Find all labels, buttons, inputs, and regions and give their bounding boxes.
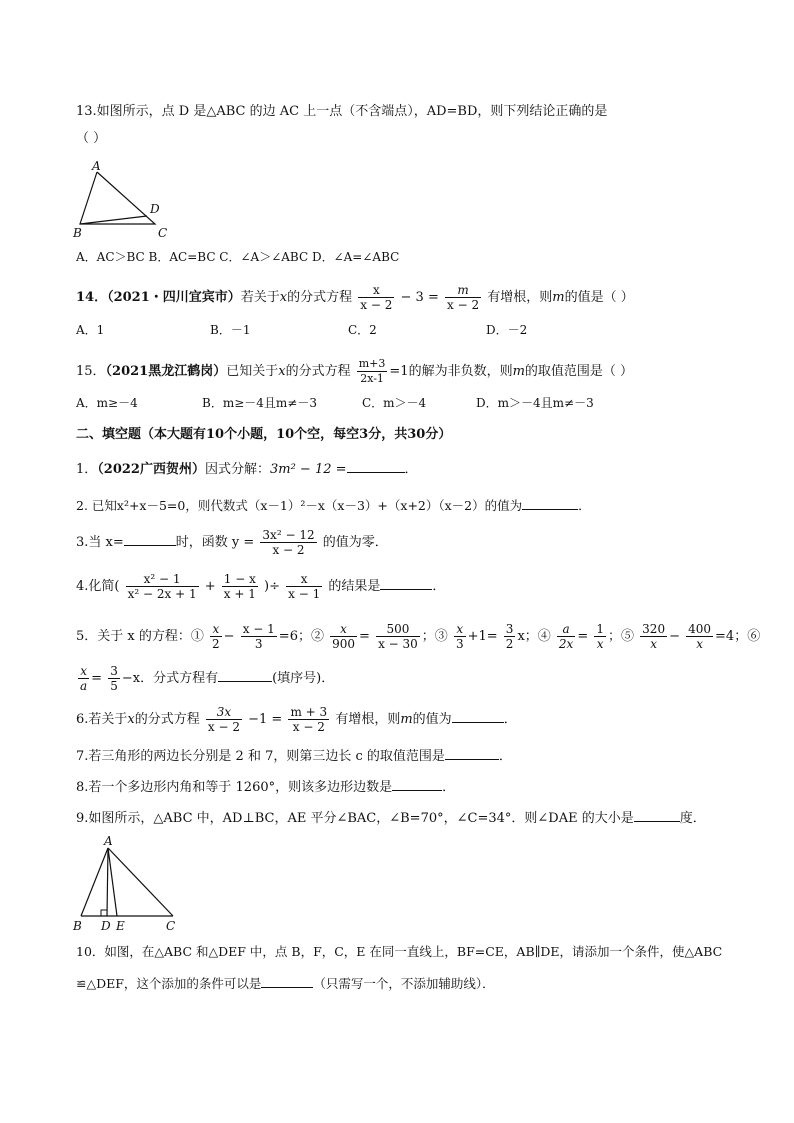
fill-5-line-1: 5．关于 x 的方程：① $\frac{x}{2}$ − $\frac{x - 1}{3}$ =6；② $\frac{x}{900}$ = $\frac{500}{x - 30}$ ；③ $\frac{x}{3}$ +1= $\frac{3}{2}$ x；④ $\frac{a}{2x}$ = $\frac{1}{x}$ ；⑤ $\frac{320}{x}$ − $\frac{400}{x}$ =4；⑥	[76, 622, 761, 651]
q14-fraction-1: $\frac{x}{x - 2}$	[360, 283, 393, 312]
q14-option-b: B．－1	[210, 323, 251, 337]
q13-options: A．AC＞BC B．AC=BC C．∠A＞∠ABC D．∠A=∠ABC	[76, 250, 400, 264]
q14-fraction-2: $\frac{m}{x - 2}$	[447, 283, 480, 312]
f9-triangle-figure	[70, 834, 185, 936]
fill-8: 8.若一个多边形内角和等于 1260°，则该多边形边数是 ．	[76, 780, 456, 795]
fill-6-blank	[452, 711, 504, 723]
q15-fraction: $\frac{m+3}{2x-1}$	[358, 357, 386, 385]
fill-9-blank	[634, 810, 680, 822]
fill-8-blank	[392, 779, 442, 791]
fill-3: 3.当 x= 时，函数 y = $\frac{\text{3x² − 12}}{x - 2}$ 的值为零．	[76, 528, 388, 557]
fill-10-line-2: ≌△DEF，这个添加的条件可以是 （只需写一个，不添加辅助线）．	[76, 976, 495, 991]
q13-paren: （ ）	[76, 131, 107, 146]
f9-label-e: E	[116, 919, 125, 933]
fill-1: 1．（2022广西贺州）因式分解：3m² − 12 = ．	[76, 462, 418, 477]
q14-option-d: D．－2	[486, 323, 528, 337]
q15-option-a: A．m≥－4	[76, 396, 138, 410]
q14-option-a: A．1	[76, 323, 105, 337]
fill-4-blank	[380, 578, 432, 590]
q15-stem: 15．（2021黑龙江鹤岗）已知关于x的分式方程 $\frac{m+3}{2x-1}$ =1的解为非负数，则m的取值范围是（ ）	[76, 357, 634, 385]
fill-3-fraction: $\frac{\text{3x² − 12}}{x - 2}$	[262, 528, 315, 557]
q15-option-c: C．m＞－4	[362, 396, 427, 410]
fill-5-blank	[218, 670, 272, 682]
fill-2-blank	[522, 498, 578, 510]
q13-triangle-figure	[70, 158, 180, 240]
q15-option-b: B．m≥－4且m≠－3	[202, 396, 317, 410]
q15-option-d: D．m＞－4且m≠－3	[476, 396, 594, 410]
fill-10-blank	[261, 976, 313, 988]
q14-option-c: C．2	[348, 323, 377, 337]
fill-3-blank	[124, 534, 176, 546]
fill-7: 7.若三角形的两边长分别是 2 和 7，则第三边长 c 的取值范围是 ．	[76, 749, 512, 764]
q14-stem: 14．（2021・四川宜宾市）若关于x的分式方程 $\frac{x}{x - 2}$ − 3 = $\frac{m}{x - 2}$ 有增根，则m的值是（ ）	[76, 283, 634, 312]
fill-6: 6.若关于x的分式方程 $\frac{3x}{x - 2}$ −1 = $\frac{m + 3}{x - 2}$ 有增根，则m的值为 ．	[76, 705, 517, 734]
q13-label-b: B	[73, 226, 82, 240]
fill-1-blank	[347, 461, 405, 473]
fill-9: 9.如图所示，△ABC 中，AD⊥BC，AE 平分∠BAC，∠B=70°，∠C=34°．则∠DAE 的大小是 度．	[76, 811, 706, 826]
f9-label-c: C	[166, 919, 176, 933]
fill-4: 4.化简( $\frac{\text{x² − 1}}{\text{x² − 2x + 1}}$ + $\frac{1 - x}{x + 1}$ )÷ $\frac{x}{x - 1}$ 的结果是 ．	[76, 572, 446, 601]
f9-label-d: D	[101, 919, 111, 933]
fill-7-blank	[445, 748, 499, 760]
q13-label-d: D	[150, 202, 160, 216]
fill-10-line-1: 10．如图，在△ABC 和△DEF 中，点 B，F，C，E 在同一直线上，BF=CE，AB∥DE，请添加一个条件，使△ABC	[76, 944, 723, 959]
q13-label-a: A	[92, 159, 101, 173]
f9-label-a: A	[104, 834, 113, 848]
q13-label-c: C	[158, 226, 168, 240]
fill-5-line-2: $\frac{x}{a}$ = $\frac{3}{5}$ −x．分式方程有 (填序号)．	[80, 664, 335, 693]
section-2-heading: 二、填空题（本大题有10个小题，10个空，每空3分，共30分）	[76, 427, 452, 442]
q13-stem: 13.如图所示，点 D 是△ABC 的边 AC 上一点（不含端点），AD=BD，则下列结论正确的是	[76, 104, 608, 119]
f9-label-b: B	[73, 919, 82, 933]
fill-2: 2. 已知x²+x－5=0，则代数式（x－1）²－x（x－3）+（x+2）（x－2）的值为 ．	[76, 498, 591, 513]
